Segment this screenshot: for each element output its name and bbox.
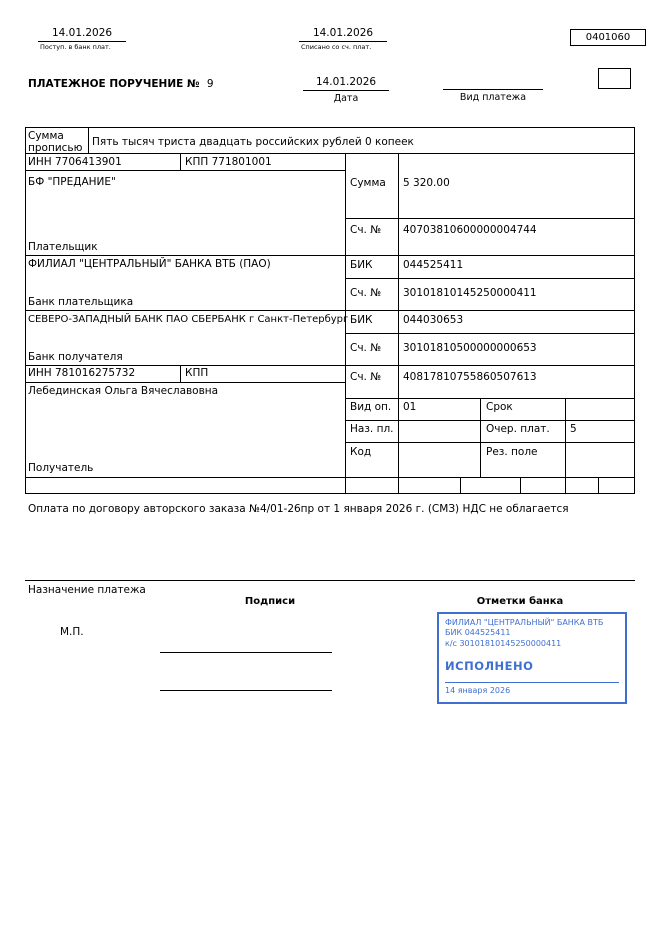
doc-title: ПЛАТЕЖНОЕ ПОРУЧЕНИЕ № xyxy=(28,78,200,90)
grid-line xyxy=(480,398,481,477)
doc-title-row xyxy=(28,78,214,90)
grid-line xyxy=(88,127,89,153)
payer-bank-caption: Банк плательщика xyxy=(28,296,134,308)
payer-caption: Плательщик xyxy=(28,241,98,253)
purpose-caption: Назначение платежа xyxy=(28,584,146,596)
payee-bank-caption: Банк получателя xyxy=(28,351,123,363)
payer-bank-account-label: Сч. № xyxy=(350,287,382,299)
grid-line xyxy=(25,477,635,478)
payer-name: БФ "ПРЕДАНИЕ" xyxy=(28,176,116,188)
code-label: Код xyxy=(350,446,372,458)
queue-label: Очер. плат. xyxy=(486,423,550,435)
doc-number: 9 xyxy=(206,78,214,90)
received-date-label: Поступ. в банк плат. xyxy=(40,43,111,51)
form-code-box: 0401060 xyxy=(570,29,646,46)
payer-bank-name: ФИЛИАЛ "ЦЕНТРАЛЬНЫЙ" БАНКА ВТБ (ПАО) xyxy=(28,258,271,270)
payee-account-label: Сч. № xyxy=(350,371,382,383)
sum-value: 5 320.00 xyxy=(403,177,450,189)
doc-date-label: Дата xyxy=(333,93,359,104)
payee-inn: ИНН 781016275732 xyxy=(28,367,136,379)
payment-kind-label: Вид платежа xyxy=(459,92,527,103)
payee-bank-bik-label: БИК xyxy=(350,314,373,326)
payer-account-value: 40703810600000004744 xyxy=(403,224,537,236)
debited-date-label: Списано со сч. плат. xyxy=(301,43,372,51)
signature-line xyxy=(160,690,332,691)
payer-bank-account-value: 30101810145250000411 xyxy=(403,287,537,299)
grid-line xyxy=(25,127,26,493)
payee-name: Лебединская Ольга Вячеславовна xyxy=(28,385,219,397)
bank-stamp xyxy=(437,612,627,704)
stamp-status: ИСПОЛНЕНО xyxy=(445,659,534,674)
payee-bank-name: СЕВЕРО-ЗАПАДНЫЙ БАНК ПАО СБЕРБАНК г Санкт-Петербург xyxy=(28,314,349,325)
grid-line xyxy=(520,477,521,493)
payee-bank-bik-value: 044030653 xyxy=(403,314,464,326)
op-type-label: Вид оп. xyxy=(350,401,392,413)
grid-line xyxy=(25,493,635,494)
sum-label: Сумма xyxy=(350,177,386,189)
reserve-field-label: Рез. поле xyxy=(486,446,538,458)
grid-line xyxy=(25,255,635,256)
stamp-date: 14 января 2026 xyxy=(445,686,511,696)
purpose-line xyxy=(25,580,635,581)
purpose-text: Оплата по договору авторского заказа №4/01-26пр от 1 января 2026 г. (СМЗ) НДС не облагается xyxy=(28,503,569,515)
payer-kpp: КПП 771801001 xyxy=(185,156,272,168)
payee-kpp: КПП xyxy=(185,367,209,379)
payee-account-value: 40817810755860507613 xyxy=(403,371,537,383)
payer-inn: ИНН 7706413901 xyxy=(28,156,122,168)
grid-line xyxy=(25,170,345,171)
payee-caption: Получатель xyxy=(28,462,94,474)
doc-date: 14.01.2026 xyxy=(303,76,389,91)
grid-line xyxy=(25,127,635,128)
grid-line xyxy=(398,153,399,493)
amount-words-value: Пять тысяч триста двадцать российских рублей 0 копеек xyxy=(92,136,414,148)
mp-label: М.П. xyxy=(60,626,84,638)
grid-line xyxy=(345,218,635,219)
payee-bank-account-label: Сч. № xyxy=(350,342,382,354)
grid-line xyxy=(598,477,599,493)
amount-words-label: Сумма прописью xyxy=(28,130,83,155)
payment-kind-line xyxy=(443,89,543,90)
grid-line xyxy=(345,278,635,279)
payee-bank-account-value: 30101810500000000653 xyxy=(403,342,537,354)
grid-line xyxy=(180,365,181,382)
grid-line xyxy=(565,398,566,493)
queue-value: 5 xyxy=(570,423,577,435)
stamp-bank-name: ФИЛИАЛ "ЦЕНТРАЛЬНЫЙ" БАНКА ВТБ xyxy=(445,618,604,627)
payment-kind-box xyxy=(598,68,631,89)
bank-marks-caption: Отметки банка xyxy=(476,596,564,607)
grid-line xyxy=(345,442,635,443)
stamp-bik: БИК 044525411 xyxy=(445,628,511,638)
grid-line xyxy=(345,333,635,334)
term-label: Срок xyxy=(486,401,513,413)
grid-line xyxy=(345,398,635,399)
grid-line xyxy=(460,477,461,493)
signatures-caption: Подписи xyxy=(244,596,296,607)
signature-line xyxy=(160,652,332,653)
grid-line xyxy=(25,153,635,154)
received-date: 14.01.2026 xyxy=(38,27,126,42)
payer-account-label: Сч. № xyxy=(350,224,382,236)
naz-pl-label: Наз. пл. xyxy=(350,423,394,435)
payer-bank-bik-label: БИК xyxy=(350,259,373,271)
debited-date: 14.01.2026 xyxy=(299,27,387,42)
grid-line xyxy=(25,382,345,383)
op-type-value: 01 xyxy=(403,401,417,413)
payer-bank-bik-value: 044525411 xyxy=(403,259,464,271)
grid-line xyxy=(345,420,635,421)
grid-line xyxy=(180,153,181,170)
grid-line xyxy=(634,127,635,493)
stamp-divider xyxy=(445,682,619,683)
grid-line xyxy=(25,365,635,366)
stamp-corr-account: к/с 30101810145250000411 xyxy=(445,638,562,648)
grid-line xyxy=(25,310,635,311)
